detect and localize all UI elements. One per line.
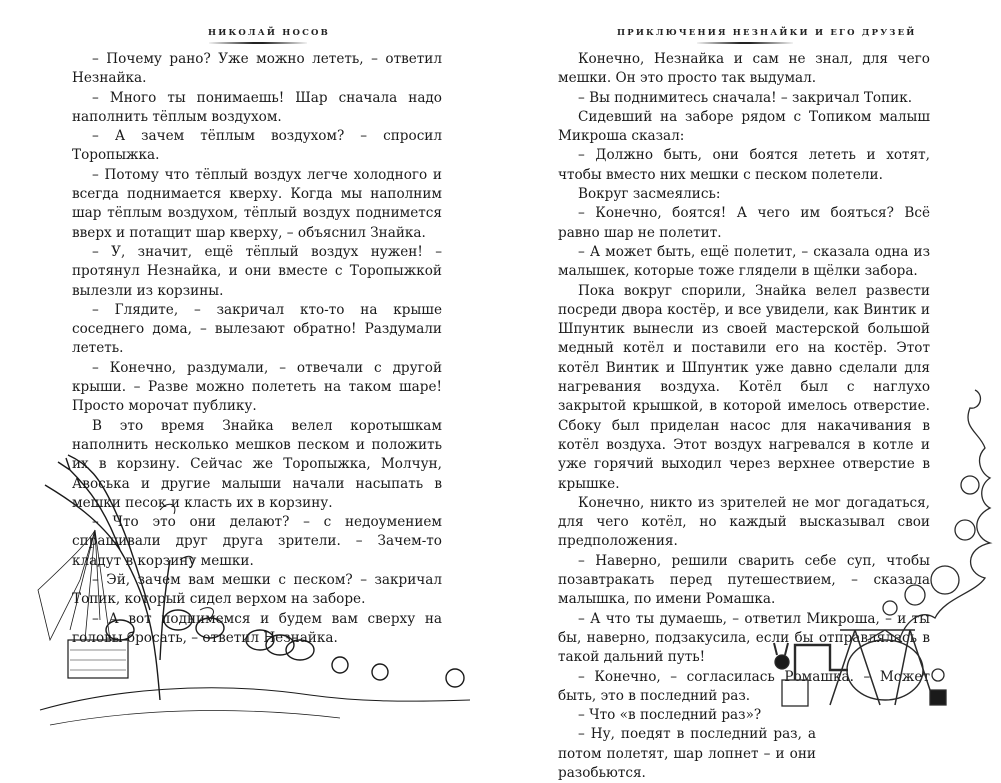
paragraph: – Должно быть, они боятся лететь и хотят, чтобы вместо них мешки с песком полетели. xyxy=(558,147,930,183)
paragraph: Вокруг засмеялись: xyxy=(578,186,721,203)
paragraph: – Что это они делают? – с недоумением спрашивали друг друга зрители. – Зачем-то кладут в корзину мешки. xyxy=(72,514,442,569)
running-head-title xyxy=(617,28,917,44)
paragraph: – Конечно, боятся! А чего им бояться? Всё равно шар не полетит. xyxy=(558,205,930,241)
header-rule xyxy=(697,42,793,44)
cauldron-steam-illustration xyxy=(760,380,1001,710)
paragraph: – У, значит, ещё тёплый воздух нужен! – протянул Незнайка, и они вместе с Торопыжкой вылезли из корзины. xyxy=(72,243,442,299)
paragraph: – Вы поднимитесь сначала! – закричал Топик. xyxy=(578,89,913,106)
paragraph: – Ну, поедят в последний раз, а потом полетят, шар лопнет – и они разобьются. xyxy=(558,726,816,781)
paragraph: Конечно, никто из зрителей не мог догадаться, для чего котёл, но каждый высказывал свои предположения. xyxy=(558,494,930,550)
running-head-text: НИКОЛАЙ НОСОВ xyxy=(208,28,331,38)
paragraph: – Почему рано? Уже можно лететь, – ответил Незнайка. xyxy=(72,51,442,87)
paragraph: – Эй, зачем вам мешки с песком? – закричал Топик, который сидел верхом на заборе. xyxy=(72,572,442,608)
paragraph: – А что ты думаешь, – ответил Микроша, – и ты бы, наверно, подзакусила, если бы отправлялась в такой дальний путь! xyxy=(558,610,930,666)
paragraph: – Наверно, решили сварить себе суп, чтобы позавтракать перед путешествием, – сказала малышка, по имени Ромашка. xyxy=(558,552,930,608)
left-page xyxy=(0,0,500,751)
paragraph: – Что «в последний раз»? xyxy=(578,707,762,724)
paragraph: – А вот поднимемся и будем вам сверху на головы бросать, – ответил Незнайка. xyxy=(72,610,442,646)
right-page xyxy=(500,0,1001,781)
paragraph: – Глядите, – закричал кто-то на крыше соседнего дома, – вылезают обратно! Раздумали лететь. xyxy=(72,301,442,357)
tree-balloon-basket-illustration xyxy=(10,440,490,740)
running-head-author xyxy=(208,28,331,44)
running-head-text: ПРИКЛЮЧЕНИЯ НЕЗНАЙКИ И ЕГО ДРУЗЕЙ xyxy=(617,28,917,38)
paragraph: – Потому что тёплый воздух легче холодного и всегда поднимается кверху. Когда мы наполним шар тёплым воздухом, тёплый воздух поднимется вверх и потащит шар кверху, – объяснил Знайка. xyxy=(72,166,442,241)
paragraph: – Конечно, – согласилась Ромашка. – Может быть, это в последний раз. xyxy=(558,668,930,704)
paragraph: – А зачем тёплым воздухом? – спросил Торопыжка. xyxy=(72,128,442,164)
paragraph: В это время Знайка велел коротышкам наполнить несколько мешков песком и положить их в корзину. Сейчас же Торопыжка, Молчун, Авоська и другие малыши начали насыпать в мешки песок и класть их в корзину. xyxy=(72,417,442,511)
paragraph: – Много ты понимаешь! Шар сначала надо наполнить тёплым воздухом. xyxy=(72,89,442,125)
paragraph: Конечно, Незнайка и сам не знал, для чего мешки. Он это просто так выдумал. xyxy=(558,51,930,87)
header-rule xyxy=(209,42,307,44)
paragraph: Пока вокруг спорили, Знайка велел развести посреди двора костёр, и все увидели, как Винтик и Шпунтик вынесли из своей мастерской большой медный котёл и поставили его на костёр. Этот котёл Винтик и Шпунтик уже давно сделали для нагревания воздуха. Котёл был с наглухо закрытой крышкой, в которой имелось отверстие. Сбоку был приделан насос для накачивания в котёл воздуха. Этот воздух нагревался в котле и уже горячий выходил через верхнее отверстие в крышке. xyxy=(558,282,930,492)
paragraph: – А может быть, ещё полетит, – сказала одна из малышек, которые тоже глядели в щёлки забора. xyxy=(558,243,930,280)
paragraph: Сидевший на заборе рядом с Топиком малыш Микроша сказал: xyxy=(558,108,930,145)
paragraph: – Конечно, раздумали, – отвечали с другой крыши. – Разве можно полететь на таком шаре! Просто морочат публику. xyxy=(72,359,442,415)
